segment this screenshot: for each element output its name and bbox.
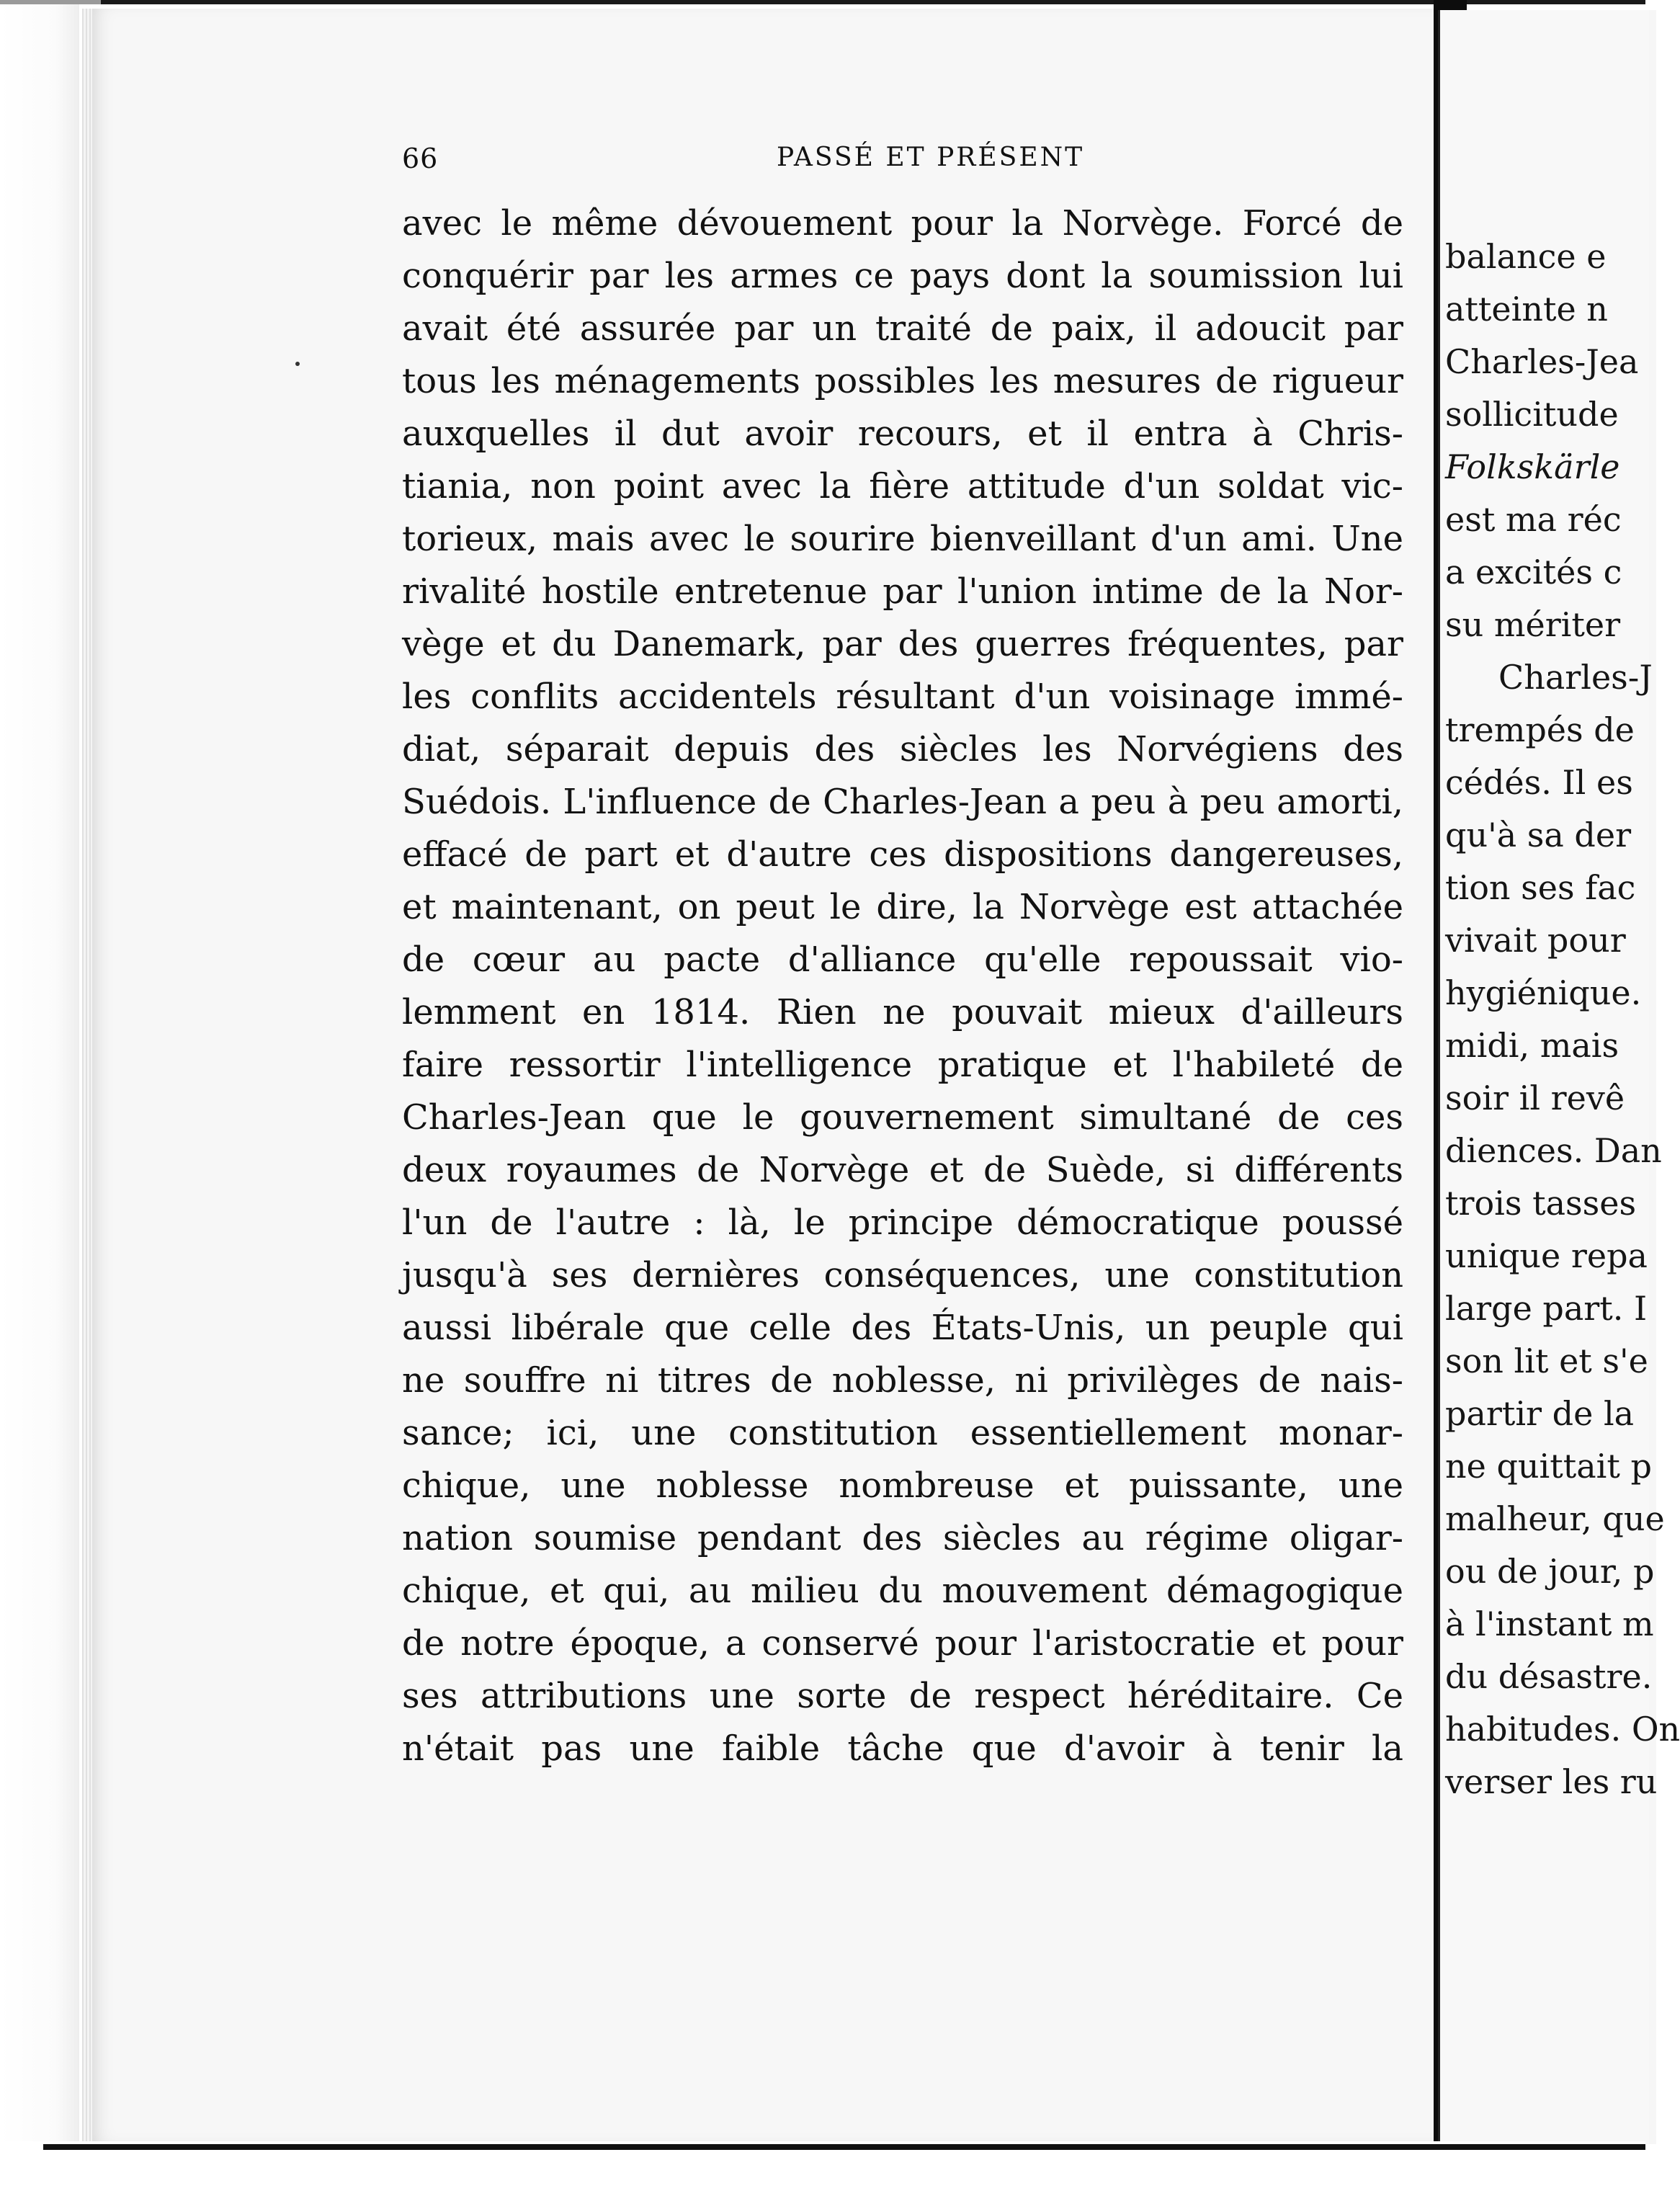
text-line: Charles-Jea	[1445, 342, 1639, 381]
text-line: chique, une noblesse nombreuse et puissante, une	[402, 1465, 1403, 1506]
text-line: à l'instant m	[1445, 1604, 1654, 1643]
text-line: balance e	[1445, 237, 1607, 276]
running-title: PASSÉ ET PRÉSENT	[777, 143, 1085, 172]
text-line: ses attributions une sorte de respect héréditaire. Ce	[402, 1676, 1403, 1716]
text-line: avec le même dévouement pour la Norvège. Forcé de	[402, 203, 1403, 244]
text-line: l'un de l'autre : là, le principe démocratique poussé	[402, 1202, 1403, 1243]
text-line: vège et du Danemark, par des guerres fréquentes, par	[402, 624, 1403, 664]
text-line: effacé de part et d'autre ces dispositions dangereuses,	[402, 834, 1403, 875]
text-line: nation soumise pendant des siècles au régime oligar-	[402, 1518, 1403, 1558]
text-line: son lit et s'e	[1445, 1342, 1648, 1380]
text-line: lemment en 1814. Rien ne pouvait mieux d'ailleurs	[402, 992, 1403, 1032]
text-line: Folkskärle	[1445, 447, 1620, 486]
text-line: hygiénique.	[1445, 973, 1642, 1012]
dust-speck	[295, 362, 300, 366]
text-line: sollicitude	[1445, 395, 1619, 434]
text-line: Charles-J	[1498, 658, 1653, 697]
text-line: et maintenant, on peut le dire, la Norvège est attachée	[402, 887, 1403, 927]
page-number: 66	[402, 143, 439, 174]
left-page-body	[402, 197, 1403, 1775]
text-line: habitudes. On	[1445, 1710, 1680, 1749]
text-line: trempés de	[1445, 710, 1635, 749]
text-line: verser les ru	[1445, 1762, 1658, 1801]
text-line: cédés. Il es	[1445, 763, 1633, 802]
text-line: tous les ménagements possibles les mesures de rigueur	[402, 361, 1403, 401]
text-line: du désastre.	[1445, 1657, 1653, 1696]
text-line: malheur, que	[1445, 1499, 1665, 1538]
text-line: su mériter	[1445, 605, 1621, 644]
text-line: soir il revê	[1445, 1079, 1625, 1117]
text-line: midi, mais	[1445, 1026, 1619, 1065]
text-line: tion ses fac	[1445, 868, 1636, 907]
text-line: avait été assurée par un traité de paix, il adoucit par	[402, 308, 1403, 349]
scan-top-border	[0, 0, 1645, 4]
text-line: trois tasses	[1445, 1184, 1637, 1223]
text-line: atteinte n	[1445, 290, 1608, 329]
right-page-body	[1445, 231, 1680, 1808]
text-line: ou de jour, p	[1445, 1552, 1655, 1591]
text-line: aussi libérale que celle des États-Unis, un peuple qui	[402, 1308, 1403, 1348]
text-line: de notre époque, a conservé pour l'aristocratie et pour	[402, 1623, 1403, 1664]
text-line: faire ressortir l'intelligence pratique et l'habileté de	[402, 1045, 1403, 1085]
text-line: ne souffre ni titres de noblesse, ni privilèges de nais-	[402, 1360, 1403, 1401]
scan-bottom-border	[43, 2144, 1645, 2150]
text-line: jusqu'à ses dernières conséquences, une constitution	[402, 1255, 1403, 1295]
text-line: torieux, mais avec le sourire bienveillant d'un ami. Une	[402, 519, 1403, 559]
text-line: chique, et qui, au milieu du mouvement démagogique	[402, 1571, 1403, 1611]
text-line: n'était pas une faible tâche que d'avoir à tenir la	[402, 1728, 1403, 1769]
text-line: large part. I	[1445, 1289, 1648, 1328]
text-line: deux royaumes de Norvège et de Suède, si différents	[402, 1150, 1403, 1190]
scan-top-border-light	[0, 0, 101, 4]
text-line: conquérir par les armes ce pays dont la soumission lui	[402, 256, 1403, 296]
text-line: unique repa	[1445, 1236, 1648, 1275]
text-line: rivalité hostile entretenue par l'union intime de la Nor-	[402, 571, 1403, 612]
text-line: Suédois. L'influence de Charles-Jean a peu à peu amorti,	[402, 782, 1403, 822]
text-line: vivait pour	[1445, 921, 1626, 960]
text-line: a excités c	[1445, 553, 1622, 592]
text-line: qu'à sa der	[1445, 816, 1632, 854]
text-line: Charles-Jean que le gouvernement simultané de ces	[402, 1097, 1403, 1138]
text-line: de cœur au pacte d'alliance qu'elle repoussait vio-	[402, 939, 1403, 980]
text-line: partir de la	[1445, 1394, 1635, 1433]
text-line: auxquelles il dut avoir recours, et il entra à Chris-	[402, 414, 1403, 454]
text-line: est ma réc	[1445, 500, 1622, 539]
text-line: les conflits accidentels résultant d'un voisinage immé-	[402, 677, 1403, 717]
text-line: diences. Dan	[1445, 1131, 1662, 1170]
text-line: tiania, non point avec la fière attitude d'un soldat vic-	[402, 466, 1403, 506]
page-edge-stack	[82, 9, 92, 2141]
scan-margin	[0, 0, 79, 2196]
running-head	[402, 143, 1411, 186]
text-line: sance; ici, une constitution essentiellement monar-	[402, 1413, 1403, 1453]
text-line: ne quittait p	[1445, 1447, 1652, 1486]
text-line: diat, séparait depuis des siècles les Norvégiens des	[402, 729, 1403, 769]
